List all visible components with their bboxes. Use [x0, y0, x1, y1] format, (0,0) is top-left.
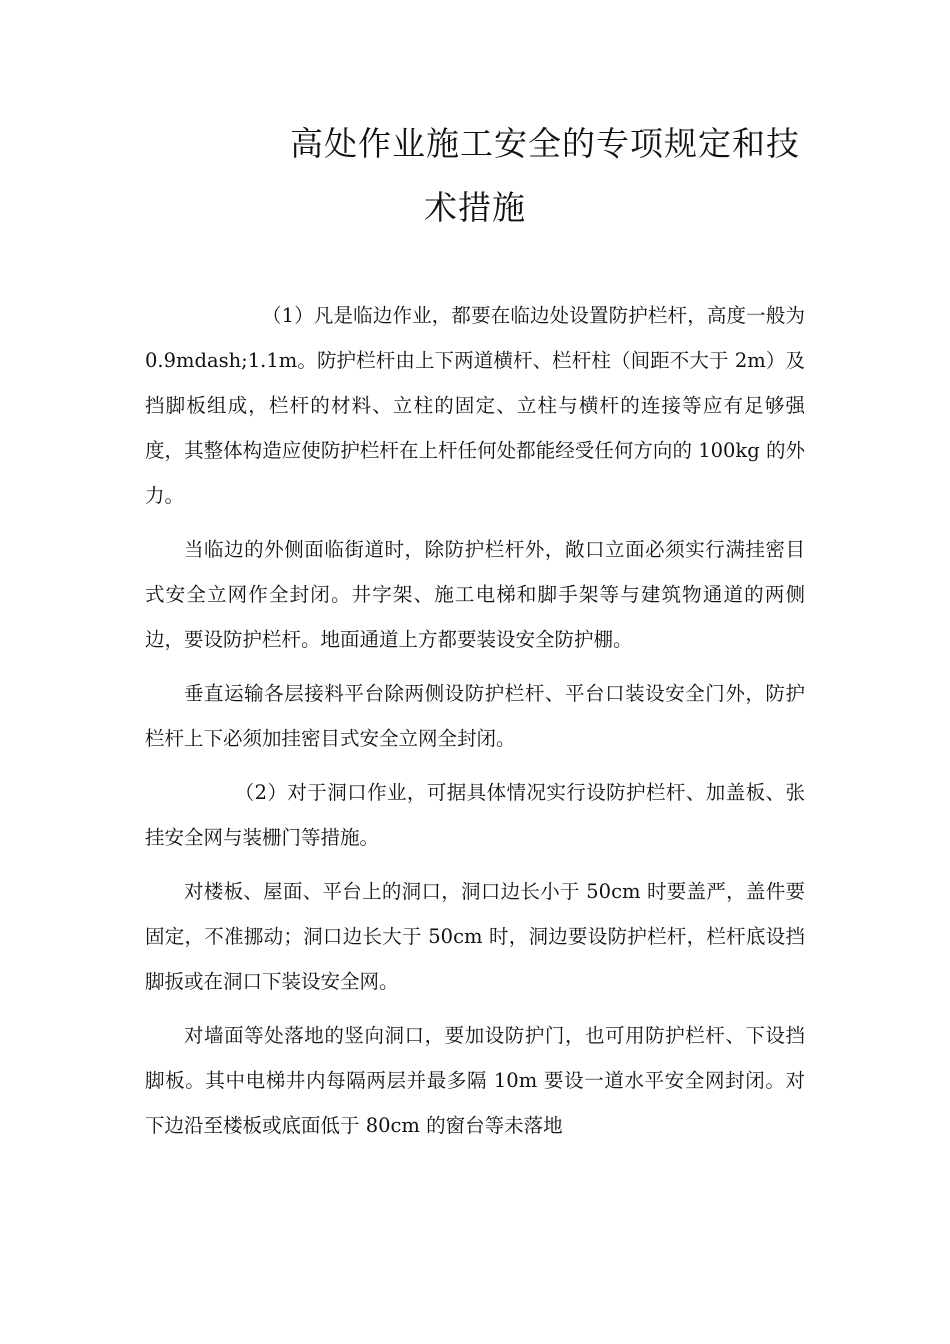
paragraph-opening-work: （2）对于洞口作业，可据具体情况实行设防护栏杆、加盖板、张挂安全网与装栅门等措施。 [145, 781, 805, 849]
document-title: 高处作业施工安全的专项规定和技术措施 [290, 124, 800, 227]
paragraph-guardrail-requirements: （1）凡是临边作业，都要在临边处设置防护栏杆，高度一般为 0.9mdash;1.1m。防护栏杆由上下两道横杆、栏杆柱（间距不大于 2m）及挡脚板组成，栏杆的材料、立柱的固定、立柱与横杆的连接等应有足够强度，其整体构造应使防护栏杆在上杆任何处都能经受任何方向的 100kg 的外力。 [145, 304, 805, 507]
document-body [145, 293, 805, 1157]
paragraph-floor-openings: 对楼板、屋面、平台上的洞口，洞口边长小于 50cm 时要盖严，盖件要固定，不准挪动；洞口边长大于 50cm 时，洞边要设防护栏杆，栏杆底设挡脚扳或在洞口下装设安全网。 [145, 880, 805, 993]
paragraph-vertical-openings: 对墙面等处落地的竖向洞口，要加设防护门，也可用防护栏杆、下设挡脚板。其中电梯井内每隔两层并最多隔 10m 要设一道水平安全网封闭。对下边沿至楼板或底面低于 80cm 的窗台等未落地 [145, 1024, 805, 1137]
paragraph-loading-platform: 垂直运输各层接料平台除两侧设防护栏杆、平台口装设安全门外，防护栏杆上下必须加挂密目式安全立网全封闭。 [145, 682, 805, 750]
paragraph-street-side-enclosure: 当临边的外侧面临街道时，除防护栏杆外，敞口立面必须实行满挂密目式安全立网作全封闭。井字架、施工电梯和脚手架等与建筑物通道的两侧边，要设防护栏杆。地面通道上方都要装设安全防护棚。 [145, 538, 805, 651]
